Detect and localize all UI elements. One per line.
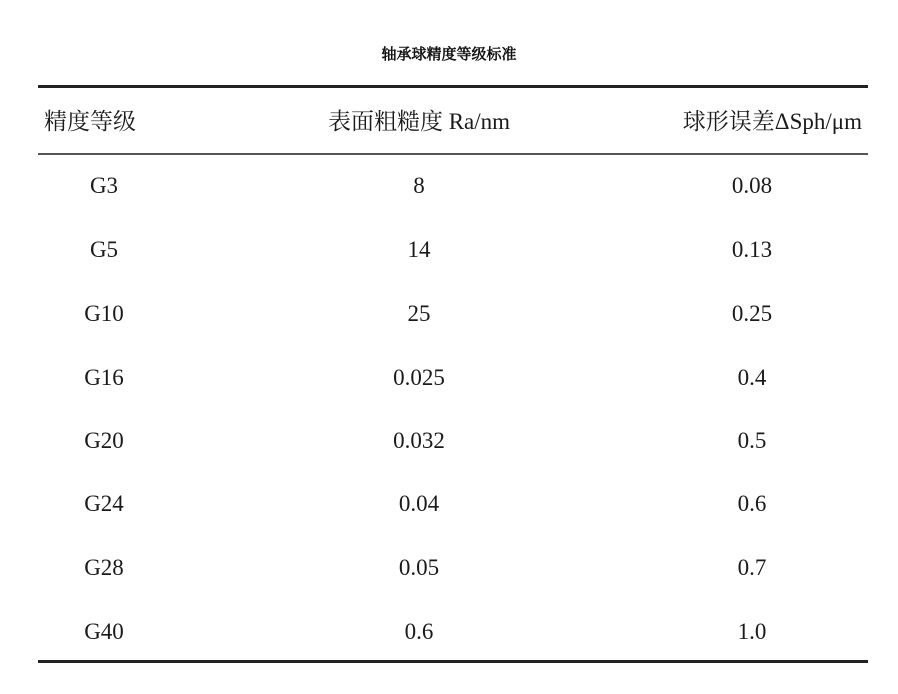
- cell-sphericity: 0.5: [737, 428, 767, 453]
- cell-sphericity: 1.0: [737, 619, 767, 644]
- header-precision-grade: 精度等级: [44, 109, 136, 134]
- cell-grade: G20: [84, 428, 124, 453]
- cell-roughness: 0.6: [404, 619, 434, 644]
- table-bottom-rule: [38, 660, 868, 663]
- table-top-rule: [38, 85, 868, 88]
- header-sphericity-error: 球形误差ΔSph/μm: [682, 109, 862, 134]
- cell-roughness: 0.032: [393, 428, 445, 453]
- cell-sphericity: 0.25: [731, 301, 773, 326]
- cell-roughness: 25: [407, 301, 431, 326]
- cell-roughness: 0.04: [398, 491, 440, 516]
- cell-grade: G10: [84, 301, 124, 326]
- cell-roughness: 0.05: [398, 555, 440, 580]
- table-header-rule: [38, 153, 868, 155]
- table-row: [0, 236, 898, 264]
- table-caption: 轴承球精度等级标准: [381, 45, 517, 63]
- cell-grade: G3: [89, 173, 119, 198]
- cell-grade: G40: [84, 619, 124, 644]
- cell-grade: G16: [84, 365, 124, 390]
- table-row: [0, 490, 898, 518]
- table-row: [0, 364, 898, 392]
- cell-grade: G5: [89, 237, 119, 262]
- table-row: [0, 427, 898, 455]
- cell-grade: G24: [84, 491, 124, 516]
- table-row: [0, 300, 898, 328]
- cell-roughness: 8: [413, 173, 425, 198]
- table-row: [0, 618, 898, 646]
- cell-grade: G28: [84, 555, 124, 580]
- header-surface-roughness: 表面粗糙度 Ra/nm: [327, 109, 511, 134]
- cell-sphericity: 0.4: [737, 365, 767, 390]
- cell-roughness: 14: [407, 237, 431, 262]
- table-row: [0, 554, 898, 582]
- cell-sphericity: 0.7: [737, 555, 767, 580]
- cell-roughness: 0.025: [393, 365, 445, 390]
- cell-sphericity: 0.08: [731, 173, 773, 198]
- cell-sphericity: 0.13: [731, 237, 773, 262]
- table-row: [0, 172, 898, 200]
- cell-sphericity: 0.6: [737, 491, 767, 516]
